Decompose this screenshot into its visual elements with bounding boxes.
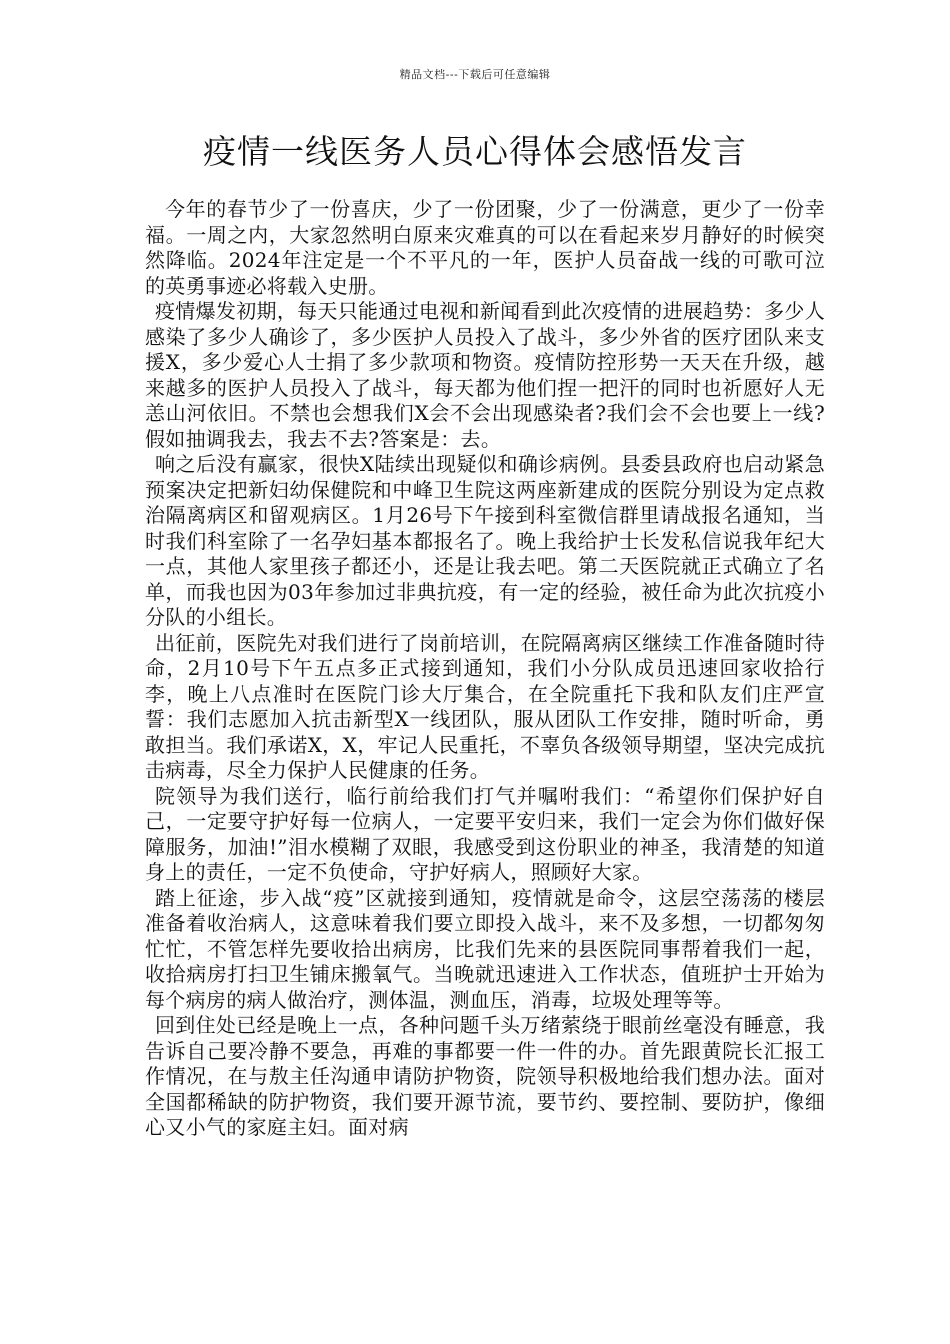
paragraph-5: 院领导为我们送行，临行前给我们打气并嘱咐我们：“希望你们保护好自己，一定要守护好每一位病人，一定要平安归来，我们一定会为你们做好保障服务，加油!”泪水模糊了双眼，我感受到这份职业的神圣，我清楚的知道身上的责任，一定不负使命，守护好病人，照顾好大家。 bbox=[145, 783, 825, 884]
paragraph-4: 出征前，医院先对我们进行了岗前培训，在院隔离病区继续工作准备随时待命，2月10号下午五点多正式接到通知，我们小分队成员迅速回家收拾行李，晚上八点准时在医院门诊大厅集合，在全院重托下我和队友们庄严宣誓：我们志愿加入抗击新型X一线团队，服从团队工作安排，随时听命，勇敢担当。我们承诺X，X，牢记人民重托，不辜负各级领导期望，坚决完成抗击病毒，尽全力保护人民健康的任务。 bbox=[145, 630, 825, 782]
paragraph-7: 回到住处已经是晚上一点，各种问题千头万绪萦绕于眼前丝毫没有睡意，我告诉自己要冷静不要急，再难的事都要一件一件的办。首先跟黄院长汇报工作情况，在与敖主任沟通申请防护物资，院领导积极地给我们想办法。面对全国都稀缺的防护物资，我们要开源节流，要节约、要控制、要防护，像细心又小气的家庭主妇。面对病 bbox=[145, 1013, 825, 1139]
paragraph-2: 疫情爆发初期，每天只能通过电视和新闻看到此次疫情的进展趋势：多少人感染了多少人确诊了，多少医护人员投入了战斗，多少外省的医疗团队来支援X，多少爱心人士捐了多少款项和物资。疫情防控形势一天天在升级，越来越多的医护人员投入了战斗，每天都为他们捏一把汗的同时也祈愿好人无恙山河依旧。不禁也会想我们X会不会出现感染者?我们会不会也要上一线?假如抽调我去，我去不去?答案是：去。 bbox=[145, 299, 825, 451]
paragraph-1: 今年的春节少了一份喜庆，少了一份团聚，少了一份满意，更少了一份幸福。一周之内，大家忽然明白原来灾难真的可以在看起来岁月静好的时候突然降临。2024年注定是一个不平凡的一年，医护人员奋战一线的可歌可泣的英勇事迹必将载入史册。 bbox=[145, 197, 825, 298]
paragraph-3: 响之后没有赢家，很快X陆续出现疑似和确诊病例。县委县政府也启动紧急预案决定把新妇幼保健院和中峰卫生院这两座新建成的医院分别设为定点救治隔离病区和留观病区。1月26号下午接到科室微信群里请战报名通知，当时我们科室除了一名孕妇基本都报名了。晚上我给护士长发私信说我年纪大一点，其他人家里孩子都还小，还是让我去吧。第二天医院就正式确立了名单，而我也因为03年参加过非典抗疫，有一定的经验，被任命为此次抗疫小分队的小组长。 bbox=[145, 452, 825, 629]
page-header-note: 精品文档---下载后可任意编辑 bbox=[399, 68, 551, 81]
document-title: 疫情一线医务人员心得体会感悟发言 bbox=[203, 132, 747, 171]
paragraph-6: 踏上征途，步入战“疫”区就接到通知，疫情就是命令，这层空荡荡的楼层准备着收治病人，这意味着我们要立即投入战斗，来不及多想，一切都匆匆忙忙，不管怎样先要收拾出病房，比我们先来的县医院同事帮着我们一起，收拾病房打扫卫生铺床搬氧气。当晚就迅速进入工作状态，值班护士开始为每个病房的病人做治疗，测体温，测血压，消毒，垃圾处理等等。 bbox=[145, 885, 825, 1012]
document-body bbox=[145, 197, 825, 1141]
